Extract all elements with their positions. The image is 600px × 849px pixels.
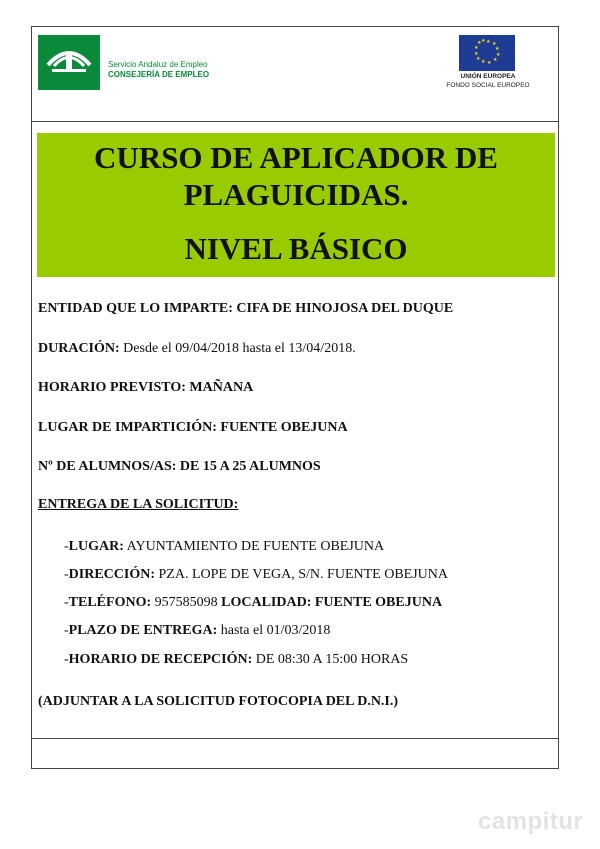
bottom-border <box>31 768 558 769</box>
item-value: PZA. LOPE DE VEGA, S/N. FUENTE OBEJUNA <box>155 567 448 582</box>
duracion-label: DURACIÓN: <box>38 341 120 356</box>
footer-divider <box>31 738 558 739</box>
item-label: PLAZO DE ENTREGA: <box>68 623 218 638</box>
entidad-line: ENTIDAD QUE LO IMPARTE: CIFA DE HINOJOSA DEL DUQUE <box>38 301 454 316</box>
item-label: HORARIO DE RECEPCIÓN: <box>68 652 253 667</box>
item-value: hasta el 01/03/2018 <box>217 623 331 638</box>
header-divider <box>31 121 558 122</box>
item-value: DE 08:30 A 15:00 HORAS <box>252 652 409 667</box>
eu-line1: UNIÓN EUROPEA <box>460 73 516 80</box>
svg-text:★: ★ <box>476 57 481 62</box>
course-title: CURSO DE APLICADOR DE PLAGUICIDAS. <box>94 140 498 212</box>
top-border <box>31 26 558 27</box>
duracion-value: Desde el 09/04/2018 hasta el 13/04/2018. <box>119 341 356 356</box>
lugar-line <box>38 420 348 436</box>
agency-name <box>108 60 209 80</box>
horario-line: HORARIO PREVISTO: MAÑANA <box>38 380 254 395</box>
svg-text:★: ★ <box>474 52 479 57</box>
svg-text:★: ★ <box>492 42 497 47</box>
solicitud-item: -LUGAR: AYUNTAMIENTO DE FUENTE OBEJUNA <box>64 539 385 554</box>
lugar-value: : FUENTE OBEJUNA <box>212 420 348 435</box>
watermark: campitur <box>478 808 584 835</box>
svg-text:★: ★ <box>477 41 482 46</box>
svg-text:★: ★ <box>486 40 491 45</box>
svg-text:★: ★ <box>481 60 486 65</box>
item-value: 957585098 <box>151 595 222 610</box>
eu-caption <box>440 72 536 90</box>
alumnos-line: Nº DE ALUMNOS/AS: DE 15 A 25 ALUMNOS <box>38 459 321 474</box>
solicitud-item: -TELÉFONO: 957585098 LOCALIDAD: FUENTE OBEJUNA <box>64 595 443 610</box>
solicitud-item: -DIRECCIÓN: PZA. LOPE DE VEGA, S/N. FUENTE OBEJUNA <box>64 567 448 582</box>
eu-line2: FONDO SOCIAL EUROPEO <box>446 82 530 89</box>
solicitud-item: -PLAZO DE ENTREGA: hasta el 01/03/2018 <box>64 623 331 638</box>
agency-line2: CONSEJERÍA DE EMPLEO <box>108 70 210 79</box>
fotocopia-note: (ADJUNTAR A LA SOLICITUD FOTOCOPIA DEL D.N.I.) <box>38 694 399 709</box>
svg-text:★: ★ <box>474 46 479 51</box>
svg-text:★: ★ <box>481 39 486 44</box>
item-label: TELÉFONO: <box>68 595 152 610</box>
lugar-label: LUGAR DE IMPARTICIÓN <box>38 420 213 435</box>
svg-text:★: ★ <box>493 58 498 63</box>
item-label: DIRECCIÓN: <box>68 567 156 582</box>
course-level: NIVEL BÁSICO <box>184 231 408 266</box>
svg-text:★: ★ <box>487 61 492 66</box>
agency-line1: Servicio Andaluz de Empleo <box>108 60 208 69</box>
junta-andalucia-logo <box>38 35 100 90</box>
course-banner <box>37 133 555 277</box>
solicitud-item: -HORARIO DE RECEPCIÓN: DE 08:30 A 15:00 HORAS <box>64 652 409 667</box>
svg-text:★: ★ <box>495 47 500 52</box>
svg-text:★: ★ <box>496 53 501 58</box>
entrega-heading: ENTREGA DE LA SOLICITUD: <box>38 497 239 512</box>
item-label: LUGAR: <box>68 539 124 554</box>
item-value: AYUNTAMIENTO DE FUENTE OBEJUNA <box>123 539 385 554</box>
item-extra-label: LOCALIDAD: FUENTE OBEJUNA <box>221 595 443 610</box>
eu-flag-icon <box>459 35 515 71</box>
duracion-line <box>38 341 356 357</box>
